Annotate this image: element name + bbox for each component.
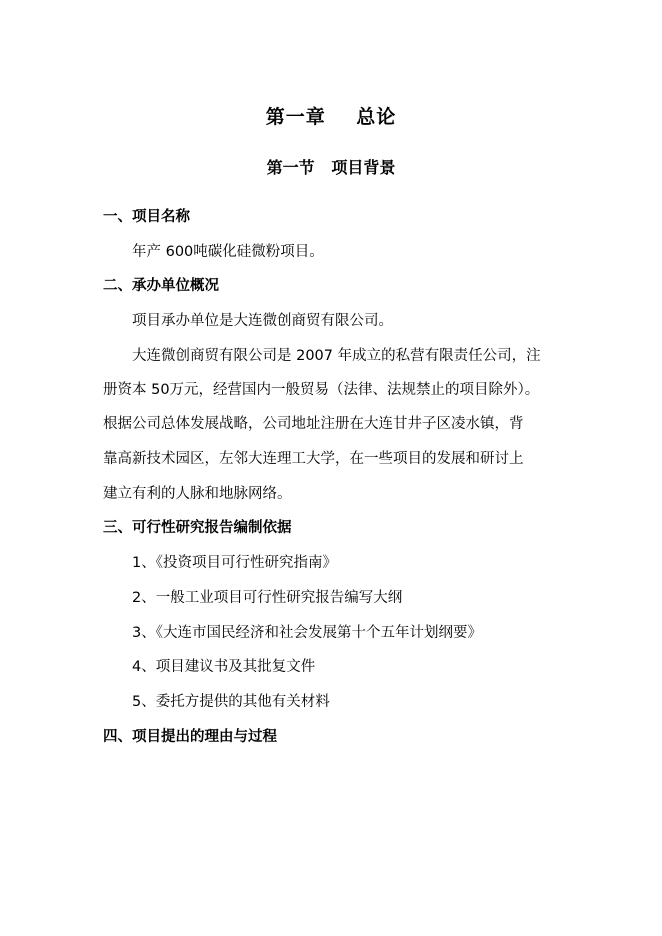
- basis-list-item: 3、《大连市国民经济和社会发展第十个五年计划纲要》: [132, 625, 482, 641]
- organizer-para-line: 根据公司总体发展战略，公司地址注册在大连甘井子区凌水镇，背: [103, 416, 524, 432]
- basis-list-item: 5、委托方提供的其他有关材料: [132, 694, 330, 710]
- basis-list-item: 4、项目建议书及其批复文件: [132, 659, 316, 675]
- organizer-para-line: 建立有利的人脉和地脉网络。: [103, 486, 292, 502]
- basis-list-item: 1、《投资项目可行性研究指南》: [132, 555, 337, 571]
- basis-list-item: 2、一般工业项目可行性研究报告编写大纲: [132, 590, 403, 606]
- organizer-para-line: 大连微创商贸有限公司是 2007 年成立的私营有限责任公司，注: [132, 348, 541, 364]
- organizer-intro: 项目承办单位是大连微创商贸有限公司。: [132, 313, 393, 329]
- heading-organizer: 二、承办单位概况: [103, 278, 219, 294]
- organizer-para-line: 册资本 50万元，经营国内一般贸易（法律、法规禁止的项目除外）。: [103, 382, 540, 398]
- section-title: 第一节 项目背景: [266, 158, 396, 177]
- heading-project-name: 一、项目名称: [103, 209, 190, 225]
- organizer-para-line: 靠高新技术园区，左邻大连理工大学，在一些项目的发展和研讨上: [103, 451, 524, 467]
- heading-basis: 三、可行性研究报告编制依据: [103, 520, 292, 536]
- chapter-title: 第一章 总论: [265, 106, 397, 128]
- project-name-text: 年产 600吨碳化硅微粉项目。: [132, 244, 324, 260]
- heading-reasons: 四、项目提出的理由与过程: [103, 729, 277, 745]
